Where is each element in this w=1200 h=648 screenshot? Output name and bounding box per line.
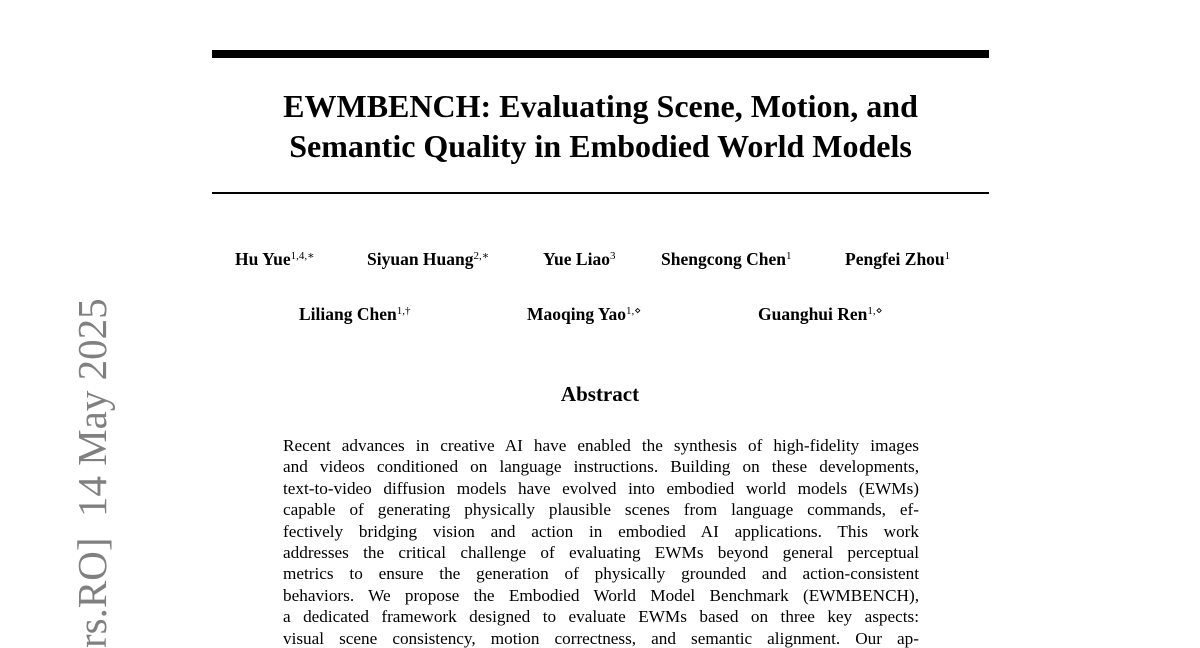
title-line-2: Semantic Quality in Embodied World Models (289, 128, 912, 164)
abstract-line: Recent advances in creative AI have enabled the synthesis of high-fidelity images (283, 436, 919, 455)
author-pengfei-zhou: Pengfei Zhou$^1$ (845, 249, 951, 269)
paper-title (212, 86, 989, 166)
title-bottom-rule (212, 192, 989, 194)
title-top-rule (212, 50, 989, 58)
abstract-line: addresses the critical challenge of evaluating EWMs beyond general perceptual (283, 542, 919, 562)
abstract-line: and videos conditioned on language instructions. Building on these developments, (283, 457, 919, 477)
title-benchmark-name: EWMBENCH (283, 88, 481, 124)
abstract-body (283, 435, 919, 648)
abstract-line: visual scene consistency, motion correctness, and semantic alignment. Our ap- (283, 628, 919, 648)
abstract-line: behaviors. We propose the Embodied World Model Benchmark (EWMBENCH), (283, 585, 919, 605)
abstract-heading: Abstract (560, 382, 640, 406)
author-liliang-chen: Liliang Chen$^{1,\dagger}$ (299, 304, 411, 324)
author-guanghui-ren: Guanghui Ren$^{1,⋄}$ (758, 304, 883, 324)
author-hu-yue: Hu Yue$^{1,4,∗}$ (235, 249, 315, 269)
abstract-line: fectively bridging vision and action in embodied AI applications. This work (283, 521, 919, 541)
abstract-line: a dedicated framework designed to evaluate EWMs based on three key aspects: (283, 607, 919, 627)
author-yue-liao: Yue Liao$^3$ (543, 249, 616, 269)
arxiv-side-stamp: rs.RO] 14 May 2025 (69, 298, 115, 648)
author-shengcong-chen: Shengcong Chen$^1$ (661, 249, 792, 269)
abstract-line: capable of generating physically plausible scenes from language commands, ef- (283, 500, 919, 520)
author-maoqing-yao: Maoqing Yao$^{1,⋄}$ (527, 304, 642, 324)
title-line-1: EWMBENCH: Evaluating Scene, Motion, and (283, 88, 918, 124)
abstract-line: metrics to ensure the generation of physically grounded and action-consistent (283, 564, 919, 584)
author-siyuan-huang: Siyuan Huang$^{2,∗}$ (367, 249, 490, 269)
abstract-line: text-to-video diffusion models have evolved into embodied world models (EWMs) (283, 478, 919, 498)
